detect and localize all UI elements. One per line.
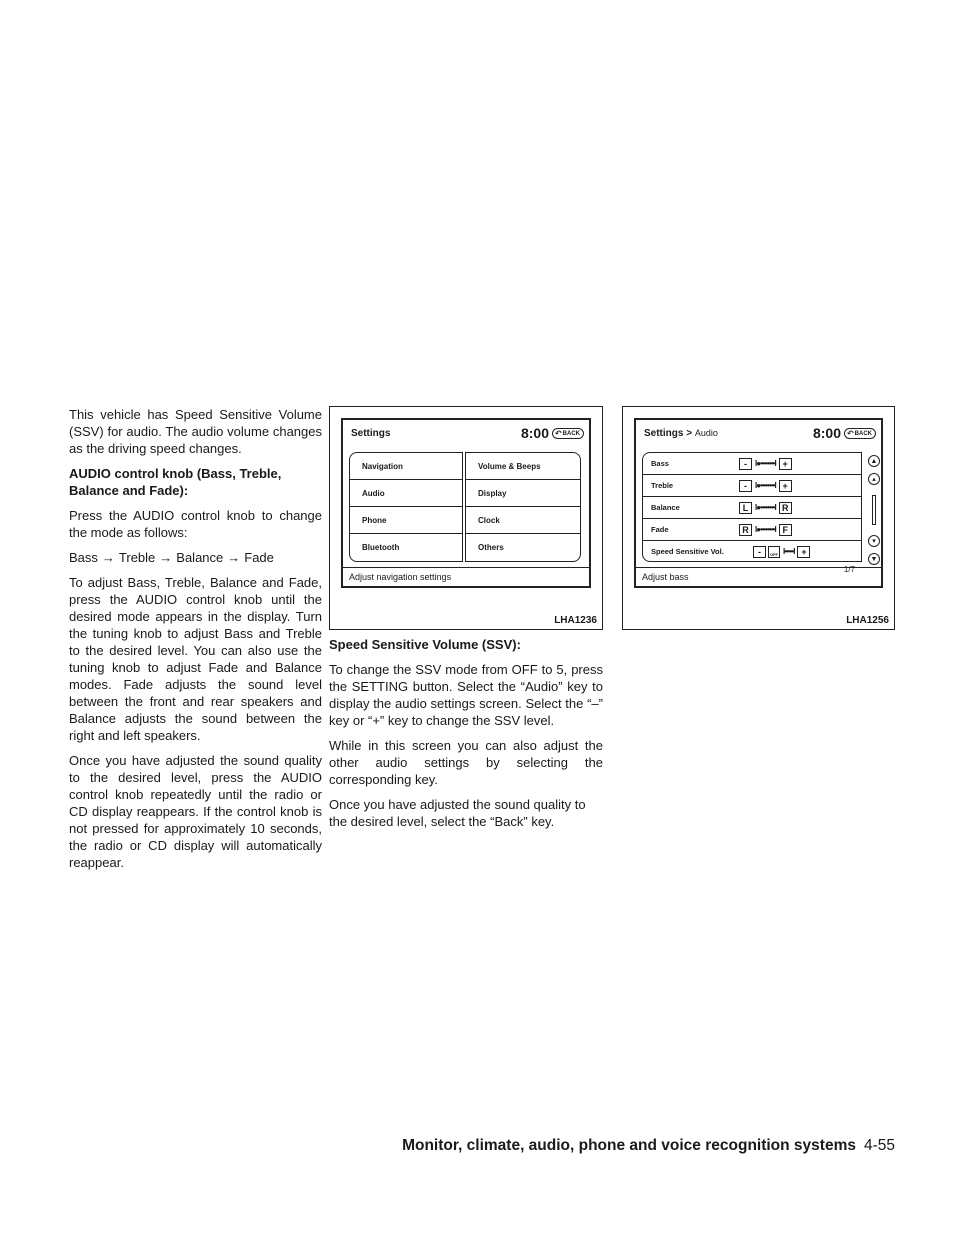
ssv-heading: Speed Sensitive Volume (SSV): [329, 637, 521, 652]
increase-button[interactable]: + [779, 458, 792, 470]
menu-item-volume-beeps[interactable]: Volume & Beeps [466, 453, 580, 480]
settings-menu-right [465, 452, 581, 562]
audio-settings-figure [622, 406, 895, 630]
page-indicator: 1/7 [843, 565, 855, 574]
level-indicator: I●••••••••I [755, 524, 776, 534]
figure-label: LHA1256 [846, 615, 889, 626]
page-number: 4-55 [863, 1137, 895, 1154]
level-indicator: I●••••••••I [755, 502, 776, 512]
mode-balance: Balance [176, 550, 224, 565]
screen-title: Settings [351, 428, 391, 439]
section-title: Monitor, climate, audio, phone and voice recognition systems [402, 1137, 856, 1154]
balance-control [739, 501, 792, 514]
figure-label: LHA1236 [554, 615, 597, 626]
audio-row-balance [643, 497, 861, 519]
scroll-up-icon[interactable]: ▴ [868, 473, 880, 485]
scroll-down-icon[interactable]: ▾ [868, 535, 880, 547]
menu-item-clock[interactable]: Clock [466, 507, 580, 534]
level-indicator: I•••••I [783, 546, 795, 556]
scrollbar[interactable] [868, 455, 882, 565]
breadcrumb-audio: Audio [694, 428, 718, 438]
middle-text-column [329, 636, 603, 838]
bass-control [739, 457, 792, 470]
back-button[interactable]: ↶ BACK [844, 428, 876, 439]
row-label: Speed Sensitive Vol. [651, 547, 724, 556]
settings-screen-figure [329, 406, 603, 630]
menu-item-display[interactable]: Display [466, 480, 580, 507]
audio-row-fade [643, 519, 861, 541]
back-key-paragraph: Once you have adjusted the sound quality to the desired level, select the “Back” key. [329, 797, 586, 829]
breadcrumb-settings: Settings > [644, 428, 693, 439]
row-label: Balance [651, 503, 680, 512]
audio-row-ssv [643, 541, 861, 563]
back-button[interactable]: ↶ BACK [552, 428, 584, 439]
arrow-icon: → [159, 550, 173, 565]
arrow-icon: → [227, 550, 241, 565]
row-label: Bass [651, 459, 669, 468]
clock-display: 8:00 [520, 425, 549, 441]
row-label: Treble [651, 481, 674, 490]
decrease-button[interactable]: - [753, 546, 766, 558]
right-button[interactable]: R [779, 502, 792, 514]
treble-control [739, 479, 792, 492]
menu-item-bluetooth[interactable]: Bluetooth [362, 543, 400, 552]
reappear-paragraph: Once you have adjusted the sound quality to the desired level, press the AUDIO control knob repeatedly until the radio or CD display reappears. If the control knob is not pressed for approximately 10 seconds, the radio or CD display will automatically reappear. [69, 753, 322, 870]
menu-item-others[interactable]: Others [478, 543, 504, 552]
audio-knob-heading: AUDIO control knob (Bass, Treble, Balance and Fade): [69, 466, 282, 498]
ssv-control [753, 545, 810, 558]
mode-bass: Bass [69, 550, 98, 565]
left-text-column [69, 406, 322, 879]
increase-button[interactable]: + [797, 546, 810, 558]
menu-item-phone[interactable]: Phone [350, 507, 462, 534]
menu-item-navigation[interactable]: Navigation [350, 453, 462, 480]
scroll-top-icon[interactable]: ▲ [868, 455, 880, 467]
mode-treble: Treble [118, 550, 156, 565]
screen-title [644, 428, 718, 439]
decrease-button[interactable]: - [739, 480, 752, 492]
level-indicator: I●••••••••I [755, 480, 776, 490]
other-settings-paragraph: While in this screen you can also adjust the other audio settings by selecting the corresponding key. [329, 738, 603, 787]
front-button[interactable]: F [779, 524, 792, 536]
audio-row-bass [643, 453, 861, 475]
arrow-icon: → [101, 550, 115, 565]
scroll-bottom-icon[interactable]: ▼ [868, 553, 880, 565]
off-indicator: OFF [768, 546, 780, 558]
rear-button[interactable]: R [739, 524, 752, 536]
settings-menu-left [349, 452, 463, 562]
audio-settings-screen [634, 418, 883, 588]
settings-screen [341, 418, 591, 588]
increase-button[interactable]: + [779, 480, 792, 492]
ssv-intro-paragraph: This vehicle has Speed Sensitive Volume (SSV) for audio. The audio volume changes as the driving speed changes. [69, 407, 322, 456]
status-text: Adjust bass [636, 567, 881, 586]
status-text: Adjust navigation settings [343, 567, 589, 586]
decrease-button[interactable]: - [739, 458, 752, 470]
ssv-paragraph: To change the SSV mode from OFF to 5, press the SETTING button. Select the “Audio” key to display the audio settings screen. Select the “–” key or “+” key to change the SSV level. [329, 662, 603, 728]
audio-knob-paragraph: Press the AUDIO control knob to change the mode as follows: [69, 508, 322, 540]
mode-sequence [69, 549, 322, 566]
audio-settings-list [642, 452, 862, 562]
mode-fade: Fade [244, 550, 274, 565]
left-button[interactable]: L [739, 502, 752, 514]
fade-control [739, 523, 792, 536]
row-label: Fade [651, 525, 669, 534]
clock-display: 8:00 [812, 425, 841, 441]
level-indicator: I●••••••••I [755, 458, 776, 468]
scroll-track[interactable] [872, 495, 876, 525]
page-footer [402, 1137, 895, 1155]
audio-row-treble [643, 475, 861, 497]
menu-item-audio[interactable]: Audio [350, 480, 462, 507]
adjust-paragraph: To adjust Bass, Treble, Balance and Fade, press the AUDIO control knob until the desired mode appears in the display. Turn the tuning knob to adjust Bass and Treble to the desired level. You can also use the tuning knob to adjust Fade and Balance modes. Fade adjusts the sound level between the front and rear speakers and Balance adjusts the sound between the right and left speakers. [69, 575, 322, 743]
